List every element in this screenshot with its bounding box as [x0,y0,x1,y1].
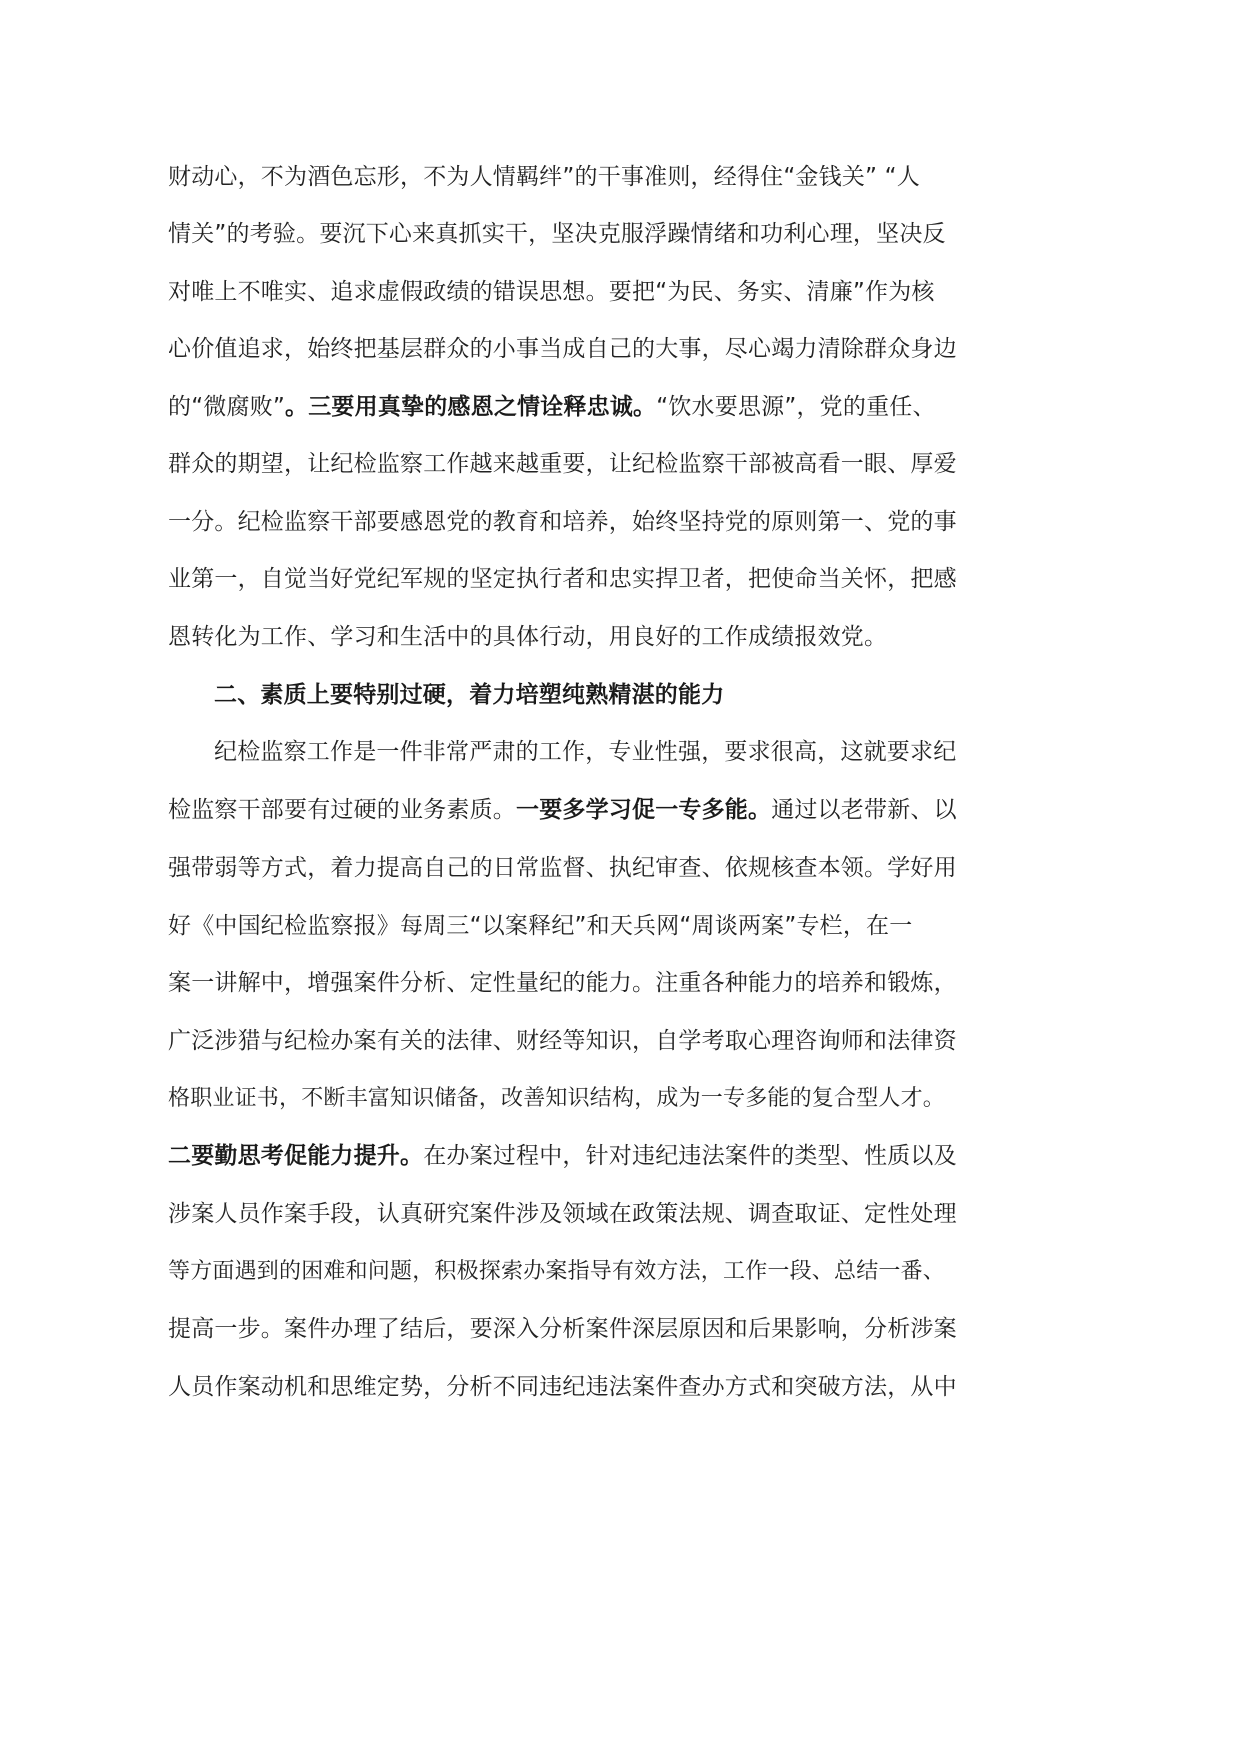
text-line: 业第一，自觉当好党纪军规的坚定执行者和忠实捍卫者，把使命当关怀，把感 [168,566,957,592]
text-line: 检监察干部要有过硬的业务素质。一要多学习促一专多能。通过以老带新、以 [168,797,957,823]
text-line: 一分。纪检监察干部要感恩党的教育和培养，始终坚持党的原则第一、党的事 [168,509,957,535]
text-line: 广泛涉猎与纪检办案有关的法律、财经等知识，自学考取心理咨询师和法律资 [168,1028,957,1054]
text-line: 对唯上不唯实、追求虚假政绩的错误思想。要把“为民、务实、清廉”作为核 [168,279,935,305]
text-line: 提高一步。案件办理了结后，要深入分析案件深层原因和后果影响，分析涉案 [168,1316,957,1342]
text-line: 情关”的考验。要沉下心来真抓实干，坚决克服浮躁情绪和功利心理，坚决反 [168,221,946,247]
text-line: 心价值追求，始终把基层群众的小事当成自己的大事，尽心竭力清除群众身边 [168,336,957,362]
text-line: 群众的期望，让纪检监察工作越来越重要，让纪检监察干部被高看一眼、厚爱 [168,451,957,477]
text-line: 涉案人员作案手段，认真研究案件涉及领域在政策法规、调查取证、定性处理 [168,1201,957,1227]
bold-lead-phrase: 二要勤思考促能力提升。 [168,1143,424,1169]
section-heading: 二、素质上要特别过硬，着力培塑纯熟精湛的能力 [214,682,725,708]
text-line: 好《中国纪检监察报》每周三“以案释纪”和天兵网“周谈两案”专栏，在一 [168,913,913,939]
text-line: 财动心，不为酒色忘形，不为人情羁绊”的干事准则，经得住“金钱关” “人 [168,164,920,190]
bold-lead-phrase: 一要多学习促一专多能。 [516,797,772,823]
text-line: 格职业证书，不断丰富知识储备，改善知识结构，成为一专多能的复合型人才。 [168,1086,946,1111]
text-line: 恩转化为工作、学习和生活中的具体行动，用良好的工作成绩报效党。 [168,624,888,650]
text-line: 强带弱等方式，着力提高自己的日常监督、执纪审查、依规核查本领。学好用 [168,855,957,881]
bold-lead-phrase: 。三要用真挚的感恩之情诠释忠诚。 [285,394,657,420]
text-line: 纪检监察工作是一件非常严肃的工作，专业性强，要求很高，这就要求纪 [214,739,957,765]
text-line: 二要勤思考促能力提升。在办案过程中，针对违纪违法案件的类型、性质以及 [168,1143,957,1169]
text-line: 的“微腐败”。三要用真挚的感恩之情诠释忠诚。“饮水要思源”，党的重任、 [168,394,936,420]
text-line: 等方面遇到的困难和问题，积极探索办案指导有效方法，工作一段、总结一番、 [168,1259,946,1284]
text-line: 人员作案动机和思维定势，分析不同违纪违法案件查办方式和突破方法，从中 [168,1374,957,1400]
text-line: 案一讲解中，增强案件分析、定性量纪的能力。注重各种能力的培养和锻炼， [168,970,957,996]
